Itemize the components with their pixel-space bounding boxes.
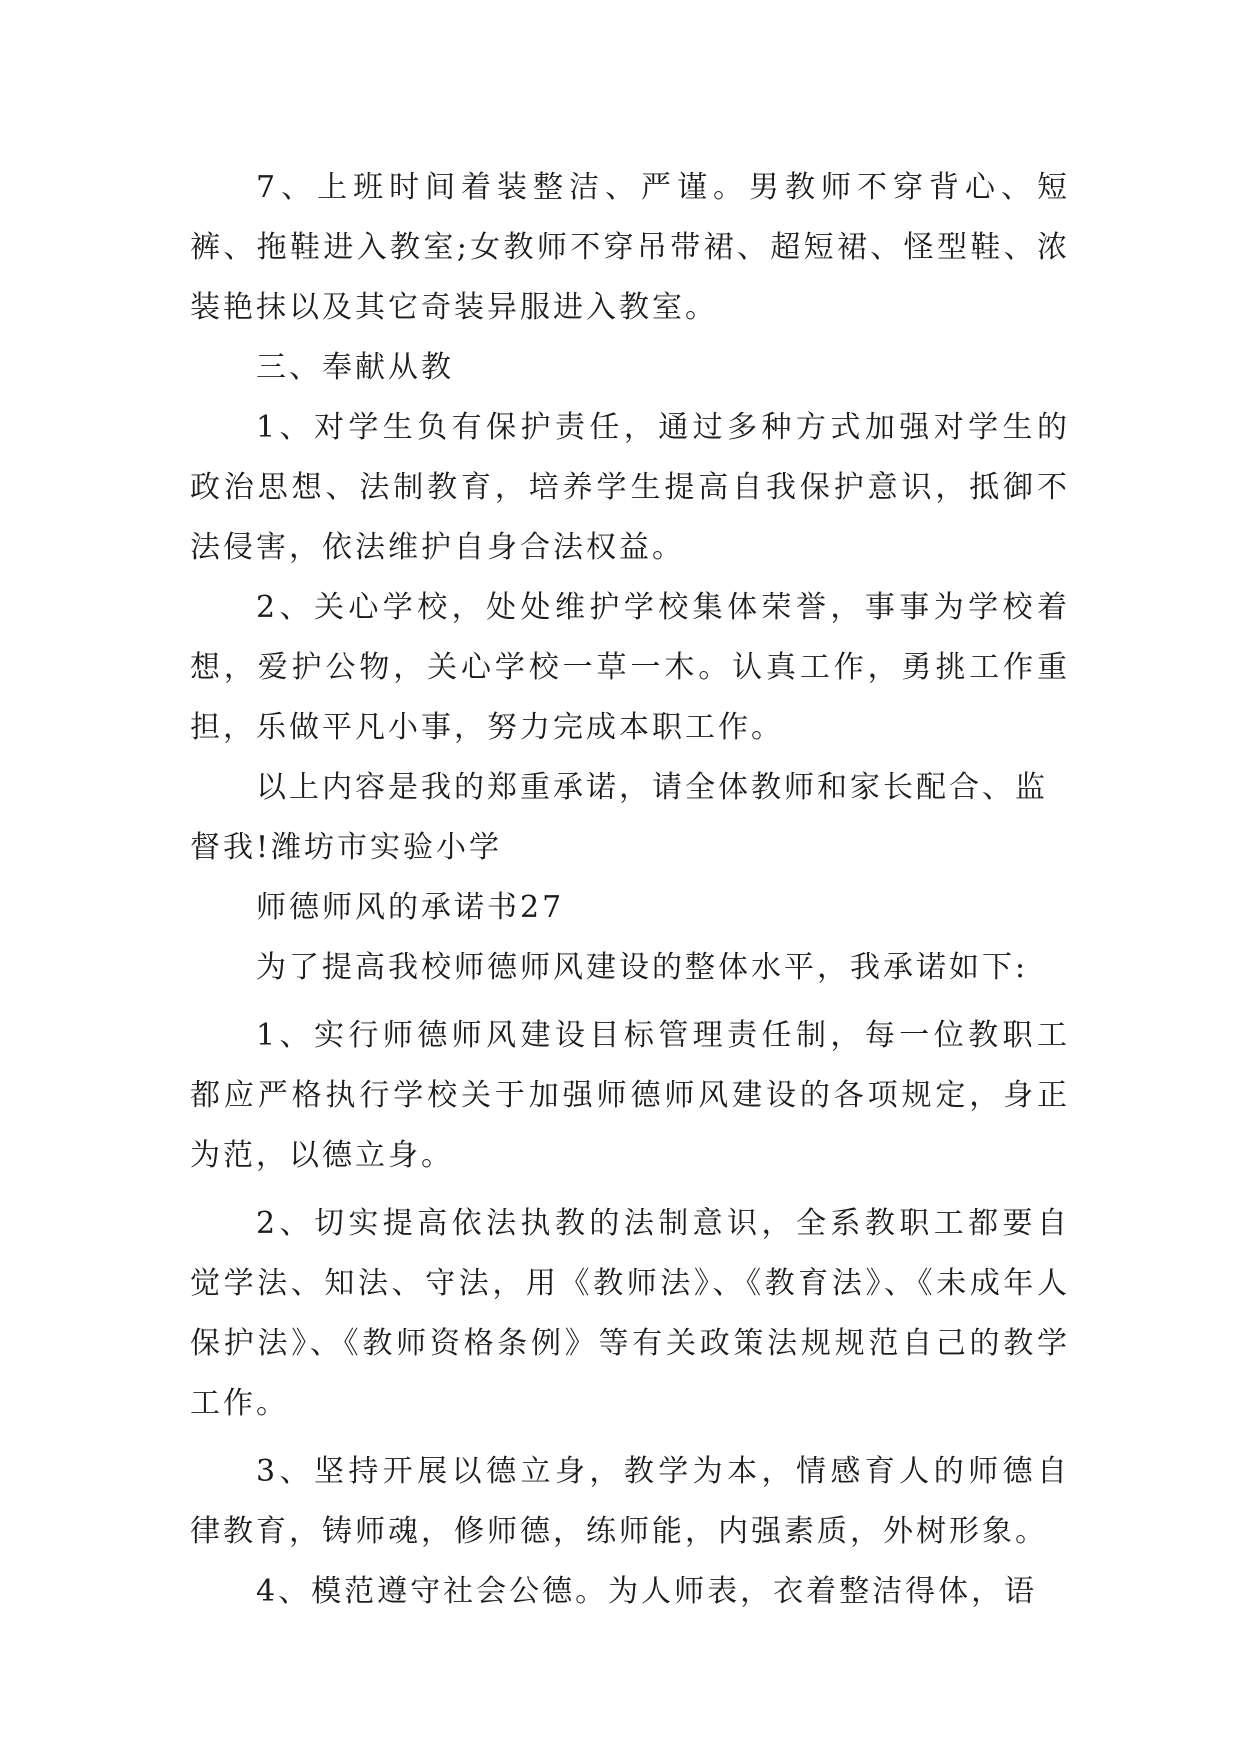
paragraph-intro: 为了提高我校师德师风建设的整体水平，我承诺如下: <box>256 950 1029 985</box>
document-body <box>190 158 1070 1622</box>
paragraph-care-school: 2、关心学校，处处维护学校集体荣誉，事事为学校着想，爱护公物，关心学校一草一木。认真工作，勇挑工作重担，乐做平凡小事，努力完成本职工作。 <box>190 590 1070 745</box>
paragraph-item-4: 4、模范遵守社会公德。为人师表，衣着整洁得体，语 <box>256 1574 1038 1609</box>
section-heading-dedication: 三、奉献从教 <box>256 350 454 385</box>
paragraph-dress-code: 7、上班时间着装整洁、严谨。男教师不穿背心、短裤、拖鞋进入教室;女教师不穿吊带裙、超短裙、怪型鞋、浓装艳抹以及其它奇装异服进入教室。 <box>190 170 1070 325</box>
paragraph-item-3: 3、坚持开展以德立身，教学为本，情感育人的师德自律教育，铸师魂，修师德，练师能，内强素质，外树形象。 <box>190 1454 1070 1549</box>
paragraph-protect-students: 1、对学生负有保护责任，通过多种方式加强对学生的政治思想、法制教育，培养学生提高自我保护意识，抵御不法侵害，依法维护自身合法权益。 <box>190 410 1070 565</box>
paragraph-item-1: 1、实行师德师风建设目标管理责任制，每一位教职工都应严格执行学校关于加强师德师风建设的各项规定，身正为范，以德立身。 <box>190 1018 1070 1173</box>
document-title: 师德师风的承诺书27 <box>256 890 565 925</box>
paragraph-pledge-closing: 以上内容是我的郑重承诺，请全体教师和家长配合、监督我!潍坊市实验小学 <box>190 770 1048 865</box>
paragraph-item-2: 2、切实提高依法执教的法制意识，全系教职工都要自觉学法、知法、守法，用《教师法》、《教育法》、《未成年人保护法》、《教师资格条例》等有关政策法规规范自己的教学工作。 <box>190 1206 1070 1421</box>
